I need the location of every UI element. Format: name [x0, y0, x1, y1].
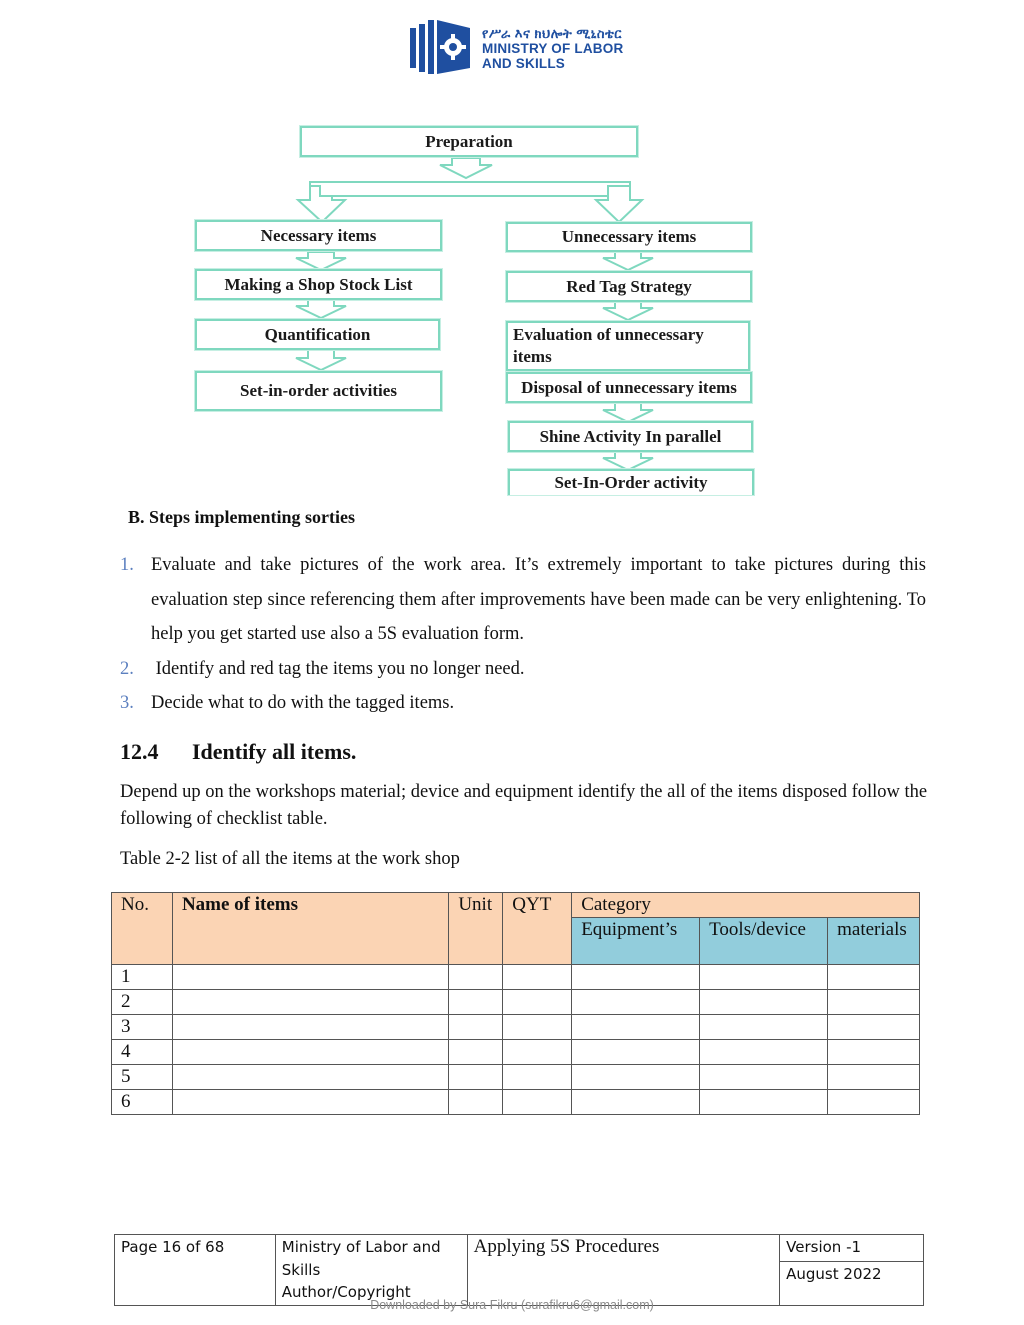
sort-process-flowchart [0, 0, 1024, 500]
cell-name[interactable] [172, 965, 448, 990]
logo-line-1: MINISTRY OF LABOR [482, 41, 624, 56]
table-row [112, 1015, 920, 1040]
body-paragraph: Depend up on the workshops material; device and equipment identify the all of the items disposed follow the following of checklist table. [120, 782, 928, 829]
cell-name[interactable] [172, 1090, 448, 1115]
table-row [112, 965, 920, 990]
flow-box-left-1: Necessary items [195, 220, 442, 251]
step-text: Decide what to do with the tagged items. [151, 693, 455, 713]
footer-org-line-2: Skills [281, 1260, 321, 1279]
section-number: 12.4 [120, 739, 159, 764]
cell-unit[interactable] [449, 990, 503, 1015]
footer-organization [275, 1235, 467, 1306]
cell-qty[interactable] [503, 1015, 572, 1040]
flow-box-right-5: Shine Activity In parallel [508, 421, 753, 452]
logo-amharic-text: የሥራ እና ክህሎት ሚኒስቴር [482, 26, 622, 41]
cell-equipment[interactable] [572, 965, 700, 990]
cell-qty[interactable] [503, 1040, 572, 1065]
table-caption: Table 2-2 list of all the items at the work shop [120, 849, 460, 869]
subheader-tools: Tools/device [700, 918, 828, 965]
cell-equipment[interactable] [572, 1040, 700, 1065]
cell-unit[interactable] [449, 1040, 503, 1065]
step-number: 3. [120, 693, 134, 713]
header-category: Category [572, 893, 920, 918]
flow-box-right-2: Red Tag Strategy [506, 271, 752, 302]
flow-box-right-6: Set-In-Order activity [508, 469, 754, 495]
cell-unit[interactable] [449, 1015, 503, 1040]
subheader-materials: materials [828, 918, 920, 965]
table-row [112, 1065, 920, 1090]
flow-box-right-3: Evaluation of unnecessary items [506, 321, 750, 371]
step-text: Evaluate and take pictures of the work area. It’s extremely important to take pictures during this evaluation step since referencing them after improvements have been made can be very enlightening. To help you get started use also a 5S evaluation form. [151, 555, 926, 644]
cell-tools[interactable] [700, 1065, 828, 1090]
cell-materials[interactable] [828, 1090, 920, 1115]
flow-box-right-4: Disposal of unnecessary items [506, 372, 752, 403]
row-number: 4 [112, 1040, 173, 1065]
cell-unit[interactable] [449, 1090, 503, 1115]
footer-page-number: Page 16 of 68 [115, 1235, 276, 1306]
flow-box-left-3: Quantification [195, 319, 440, 350]
row-number: 3 [112, 1015, 173, 1040]
cell-qty[interactable] [503, 1065, 572, 1090]
table-row [112, 1040, 920, 1065]
footer-org-line-1: Ministry of Labor and [281, 1238, 441, 1256]
section-title: Identify all items. [192, 739, 357, 764]
header-unit: Unit [449, 893, 503, 965]
header-name: Name of items [172, 893, 448, 965]
cell-equipment[interactable] [572, 1015, 700, 1040]
footer-document-title: Applying 5S Procedures [467, 1235, 780, 1306]
cell-materials[interactable] [828, 1040, 920, 1065]
cell-name[interactable] [172, 1065, 448, 1090]
footer-version: Version -1 [780, 1235, 924, 1262]
flow-box-left-4: Set-in-order activities [195, 371, 442, 411]
step-text: Identify and red tag the items you no longer need. [151, 658, 525, 679]
logo-line-2: AND SKILLS [482, 56, 565, 71]
footer-date: August 2022 [780, 1261, 924, 1305]
cell-materials[interactable] [828, 1015, 920, 1040]
flow-box-right-1: Unnecessary items [506, 222, 752, 252]
cell-name[interactable] [172, 990, 448, 1015]
cell-unit[interactable] [449, 1065, 503, 1090]
table-row [112, 990, 920, 1015]
header-no: No. [112, 893, 173, 965]
row-number: 5 [112, 1065, 173, 1090]
cell-tools[interactable] [700, 990, 828, 1015]
list-item [120, 652, 926, 687]
cell-equipment[interactable] [572, 1090, 700, 1115]
footer-org-line-3: Author/Copyright [281, 1283, 411, 1301]
cell-tools[interactable] [700, 1090, 828, 1115]
step-number: 1. [120, 555, 134, 575]
page-footer-table [114, 1234, 924, 1306]
cell-materials[interactable] [828, 990, 920, 1015]
table-row [112, 1090, 920, 1115]
list-item [120, 686, 926, 721]
cell-materials[interactable] [828, 965, 920, 990]
step-number: 2. [120, 658, 134, 679]
row-number: 1 [112, 965, 173, 990]
items-checklist-table [111, 892, 920, 1115]
cell-equipment[interactable] [572, 1065, 700, 1090]
flow-box-left-2: Making a Shop Stock List [195, 269, 442, 300]
cell-unit[interactable] [449, 965, 503, 990]
section-b-heading: B. Steps implementing sorties [128, 507, 355, 527]
section-heading [120, 739, 356, 765]
list-item [120, 548, 926, 652]
row-number: 2 [112, 990, 173, 1015]
cell-tools[interactable] [700, 1015, 828, 1040]
cell-tools[interactable] [700, 1040, 828, 1065]
cell-tools[interactable] [700, 965, 828, 990]
cell-qty[interactable] [503, 1090, 572, 1115]
header-qty: QYT [503, 893, 572, 965]
steps-list [120, 548, 926, 721]
download-watermark: Downloaded by Sura Fikru (surafikru6@gmail.com) [370, 1298, 654, 1312]
subheader-equipment: Equipment’s [572, 918, 700, 965]
row-number: 6 [112, 1090, 173, 1115]
cell-qty[interactable] [503, 965, 572, 990]
cell-qty[interactable] [503, 990, 572, 1015]
flow-box-preparation: Preparation [300, 126, 638, 157]
cell-equipment[interactable] [572, 990, 700, 1015]
cell-name[interactable] [172, 1015, 448, 1040]
cell-name[interactable] [172, 1040, 448, 1065]
cell-materials[interactable] [828, 1065, 920, 1090]
